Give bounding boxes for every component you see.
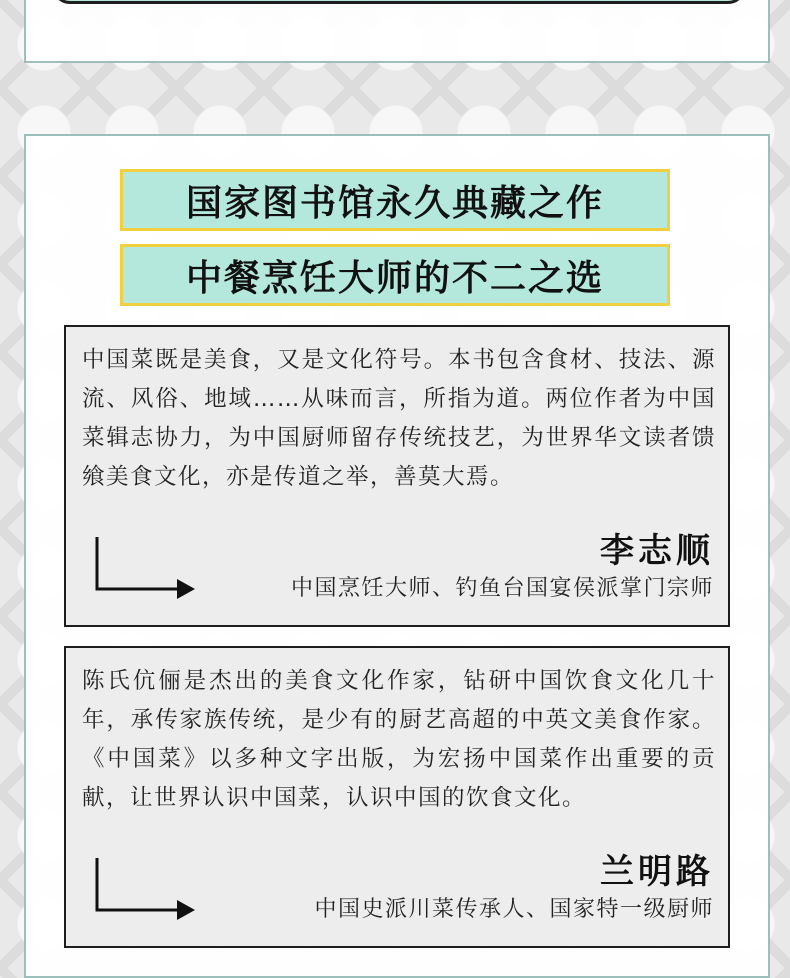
- top-panel: [24, 0, 770, 63]
- top-pill-banner: [52, 0, 746, 4]
- arrow-right-icon: [93, 535, 197, 601]
- heading-permanent-collection: 国家图书馆永久典藏之作: [120, 169, 670, 231]
- quote-author: 李志顺: [600, 531, 714, 571]
- quote-author-title: 中国烹饪大师、钓鱼台国宴侯派掌门宗师: [290, 576, 714, 601]
- arrow-right-icon: [93, 856, 197, 922]
- quote-text: 陈氏伉俪是杰出的美食文化作家，钻研中国饮食文化几十年，承传家族传统，是少有的厨艺高超的中英文美食作家。《中国菜》以多种文字出版，为宏扬中国菜作出重要的贡献，让世界认识中国菜，认识中国的饮食文化。: [82, 668, 716, 811]
- quote-text: 中国菜既是美食，又是文化符号。本书包含食材、技法、源流、风俗、地域……从味而言，所指为道。两位作者为中国菜辑志协力，为中国厨师留存传统技艺，为世界华文读者馈飨美食文化，亦是传道之举，善莫大焉。: [82, 347, 716, 490]
- quote-author-title: 中国史派川菜传承人、国家特一级厨师: [314, 897, 714, 922]
- main-panel: [24, 134, 770, 978]
- quote-card: [64, 646, 730, 948]
- heading-chef-choice: 中餐烹饪大师的不二之选: [120, 244, 670, 306]
- quote-author: 兰明路: [600, 852, 714, 892]
- quote-card: [64, 325, 730, 627]
